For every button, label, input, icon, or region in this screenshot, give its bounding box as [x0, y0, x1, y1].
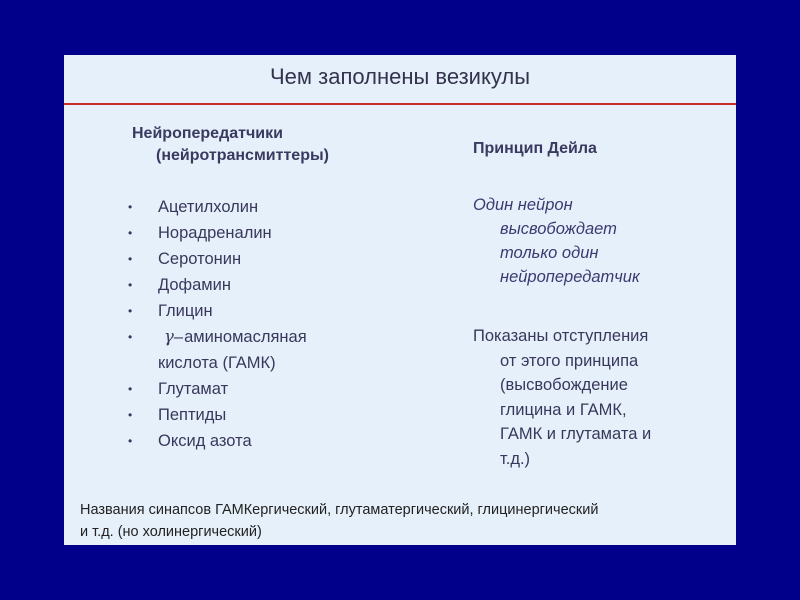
list-item: [128, 402, 428, 428]
list-item-label: Глутамат: [158, 380, 229, 398]
exceptions-line: глицина и ГАМК,: [500, 400, 627, 419]
list-item: [128, 220, 428, 246]
list-item-label: Норадреналин: [158, 224, 272, 242]
list-item: [128, 194, 428, 220]
list-item-label: Серотонин: [158, 250, 242, 268]
dale-principle-heading: Принцип Дейла: [473, 140, 597, 157]
exceptions-line: от этого принципа: [500, 351, 639, 370]
bullet-icon: •: [128, 278, 133, 292]
principle-line: высвобождает: [500, 220, 617, 238]
bullet-icon: •: [128, 226, 133, 240]
list-item-label: аминомасляная: [184, 328, 307, 346]
gamma-symbol: γ: [164, 327, 174, 346]
footer-line: и т.д. (но холинергический): [80, 524, 262, 540]
list-item-label: Дофамин: [158, 276, 231, 294]
list-item-label: Пептиды: [158, 406, 227, 424]
neurotransmitter-list: [128, 194, 428, 454]
exceptions-line: Показаны отступления: [473, 327, 649, 345]
exceptions-line: т.д.): [500, 449, 531, 468]
synapse-names-note: [80, 499, 730, 543]
principle-line: нейропередатчик: [500, 268, 640, 286]
neurotransmitters-heading-line2: (нейротрансмиттеры): [156, 147, 329, 164]
slide: [64, 55, 736, 545]
list-item-label: Оксид азота: [158, 432, 252, 450]
list-item-label: Глицин: [158, 302, 213, 320]
principle-line: Один нейрон: [473, 196, 573, 214]
bullet-icon: •: [128, 304, 133, 318]
list-item-label: Ацетилхолин: [158, 198, 259, 216]
list-item: [128, 376, 428, 402]
exceptions-line: ГАМК и глутамата и: [500, 425, 652, 443]
bullet-icon: •: [128, 330, 133, 344]
bullet-icon: •: [128, 408, 133, 422]
dale-principle-text: [473, 193, 713, 289]
list-item-label-line2: кислота (ГАМК): [158, 354, 276, 372]
list-item: [128, 324, 428, 376]
bullet-icon: •: [128, 252, 133, 266]
exceptions-line: (высвобождение: [500, 376, 628, 394]
list-item: [128, 298, 428, 324]
neurotransmitters-heading-line1: Нейропередатчики: [132, 125, 283, 142]
footer-line: Названия синапсов ГАМКергический, глутаматергический, глицинергический: [80, 502, 599, 518]
bullet-icon: •: [128, 434, 133, 448]
neurotransmitters-heading: [132, 123, 412, 167]
list-item: [128, 246, 428, 272]
principle-line: только один: [500, 244, 599, 262]
bullet-icon: •: [128, 382, 133, 396]
list-item: [128, 272, 428, 298]
bullet-icon: •: [128, 200, 133, 214]
gamma-dash: –: [173, 328, 184, 346]
title-divider: [64, 103, 736, 105]
slide-title: Чем заполнены везикулы: [269, 64, 531, 89]
exceptions-text: [473, 324, 713, 471]
list-item: [128, 428, 428, 454]
